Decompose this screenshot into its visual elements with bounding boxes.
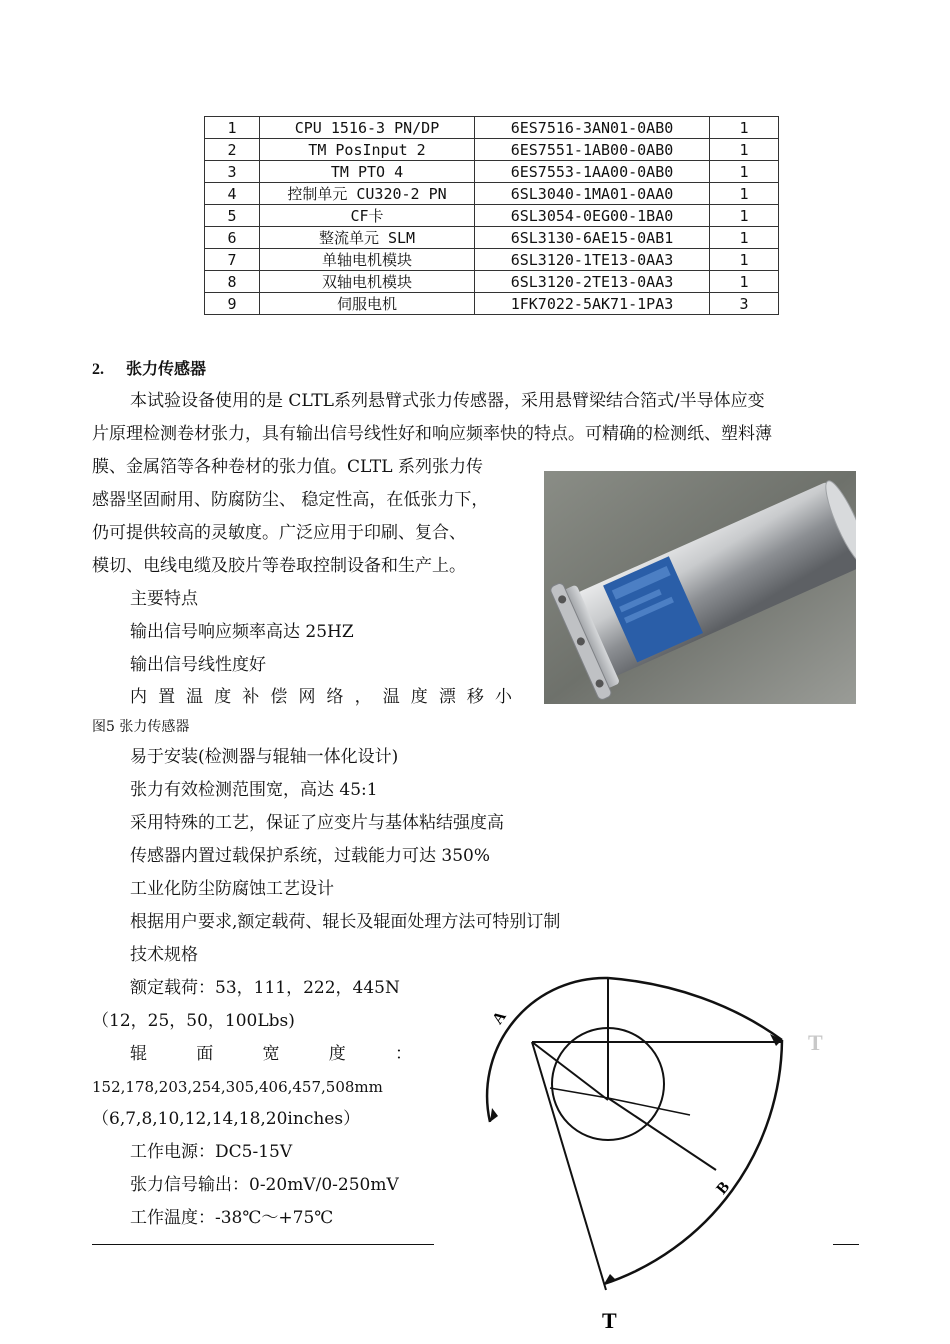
wrap-angle-diagram	[470, 960, 850, 1340]
label-b: B	[713, 1178, 734, 1198]
table-cell-code: 6ES7516-3AN01-0AB0	[475, 117, 710, 139]
paragraph-line: 感器坚固耐用、防腐防尘、 稳定性高，在低张力下，	[92, 490, 489, 510]
table-cell-no: 6	[205, 227, 260, 249]
table-cell-code: 1FK7022-5AK71-1PA3	[475, 293, 710, 315]
feature-item: 工业化防尘防腐蚀工艺设计	[130, 879, 334, 899]
table-row	[205, 293, 779, 315]
footer-rule-right	[833, 1244, 859, 1245]
table-cell-no: 3	[205, 161, 260, 183]
table-cell-name: 控制单元 CU320-2 PN	[260, 183, 475, 205]
feature-item: 采用特殊的工艺，保证了应变片与基体粘结强度高	[130, 813, 504, 833]
feature-item: 易于安装(检测器与辊轴一体化设计)	[130, 747, 399, 767]
spec-item: 工作电源：DC5-15V	[130, 1142, 293, 1162]
spec-item: 工作温度：-38℃～+75℃	[130, 1208, 334, 1228]
spec-item: 额定载荷：53，111，222，445N	[130, 978, 400, 998]
table-cell-no: 4	[205, 183, 260, 205]
tension-sensor-photo	[544, 471, 856, 704]
table-cell-no: 7	[205, 249, 260, 271]
table-row	[205, 205, 779, 227]
table-cell-code: 6ES7553-1AA00-0AB0	[475, 161, 710, 183]
table-cell-no: 1	[205, 117, 260, 139]
paragraph-line: 模切、电线电缆及胶片等卷取控制设备和生产上。	[92, 556, 466, 576]
feature-item: 内置温度补偿网络，温度漂移小	[130, 687, 512, 707]
table-cell-code: 6SL3120-2TE13-0AA3	[475, 271, 710, 293]
feature-item: 张力有效检测范围宽，高达 45:1	[130, 780, 378, 800]
table-cell-qty: 3	[710, 293, 779, 315]
table-cell-code: 6SL3130-6AE15-0AB1	[475, 227, 710, 249]
feature-item: 输出信号线性度好	[130, 655, 266, 675]
figure-caption: 图5 张力传感器	[92, 719, 190, 735]
table-cell-code: 6ES7551-1AB00-0AB0	[475, 139, 710, 161]
table-cell-no: 8	[205, 271, 260, 293]
spec-item: 152,178,203,254,305,406,457,508mm	[92, 1078, 383, 1096]
section-heading	[92, 356, 206, 379]
table-row	[205, 249, 779, 271]
feature-item: 根据用户要求,额定载荷、辊长及辊面处理方法可特别订制	[130, 912, 561, 932]
section-number: 2.	[92, 361, 104, 378]
table-cell-no: 9	[205, 293, 260, 315]
table-cell-qty: 1	[710, 205, 779, 227]
spec-item: 辊面宽度：	[130, 1044, 412, 1064]
table-row	[205, 271, 779, 293]
table-cell-name: TM PTO 4	[260, 161, 475, 183]
table-row	[205, 161, 779, 183]
feature-item: 输出信号响应频率高达 25HZ	[130, 622, 354, 642]
spec-item: 张力信号输出：0-20mV/0-250mV	[130, 1175, 399, 1195]
table-cell-no: 2	[205, 139, 260, 161]
paragraph-line: 片原理检测卷材张力，具有输出信号线性好和响应频率快的特点。可精确的检测纸、塑料薄	[92, 424, 772, 444]
features-title: 主要特点	[130, 589, 198, 609]
feature-item: 传感器内置过载保护系统，过载能力可达 350%	[130, 846, 491, 866]
table-row	[205, 117, 779, 139]
label-t-right: T	[808, 1030, 823, 1055]
table-row	[205, 139, 779, 161]
table-cell-qty: 1	[710, 271, 779, 293]
table-cell-name: TM PosInput 2	[260, 139, 475, 161]
table-cell-no: 5	[205, 205, 260, 227]
table-row	[205, 183, 779, 205]
table-cell-name: 双轴电机模块	[260, 271, 475, 293]
table-cell-qty: 1	[710, 227, 779, 249]
table-cell-name: 整流单元 SLM	[260, 227, 475, 249]
specs-title: 技术规格	[130, 945, 198, 965]
parts-table	[204, 116, 779, 315]
table-cell-qty: 1	[710, 139, 779, 161]
table-cell-qty: 1	[710, 249, 779, 271]
table-cell-code: 6SL3054-0EG00-1BA0	[475, 205, 710, 227]
table-cell-name: CF卡	[260, 205, 475, 227]
table-cell-qty: 1	[710, 183, 779, 205]
table-cell-name: CPU 1516-3 PN/DP	[260, 117, 475, 139]
table-cell-name: 单轴电机模块	[260, 249, 475, 271]
table-cell-code: 6SL3120-1TE13-0AA3	[475, 249, 710, 271]
spec-item: （12，25，50，100Lbs)	[92, 1011, 295, 1031]
table-cell-code: 6SL3040-1MA01-0AA0	[475, 183, 710, 205]
paragraph-line: 膜、金属箔等各种卷材的张力值。CLTL 系列张力传	[92, 457, 483, 477]
table-row	[205, 227, 779, 249]
table-cell-qty: 1	[710, 161, 779, 183]
section-title: 张力传感器	[126, 359, 207, 378]
footer-rule-left	[92, 1244, 434, 1245]
label-t-bottom: T	[602, 1308, 617, 1333]
paragraph-line: 仍可提供较高的灵敏度。广泛应用于印刷、复合、	[92, 523, 466, 543]
paragraph-line: 本试验设备使用的是 CLTL系列悬臂式张力传感器，采用悬臂梁结合箔式/半导体应变	[130, 391, 765, 411]
spec-item: （6,7,8,10,12,14,18,20inches）	[92, 1109, 361, 1129]
table-cell-qty: 1	[710, 117, 779, 139]
label-a: A	[489, 1008, 510, 1028]
table-cell-name: 伺服电机	[260, 293, 475, 315]
